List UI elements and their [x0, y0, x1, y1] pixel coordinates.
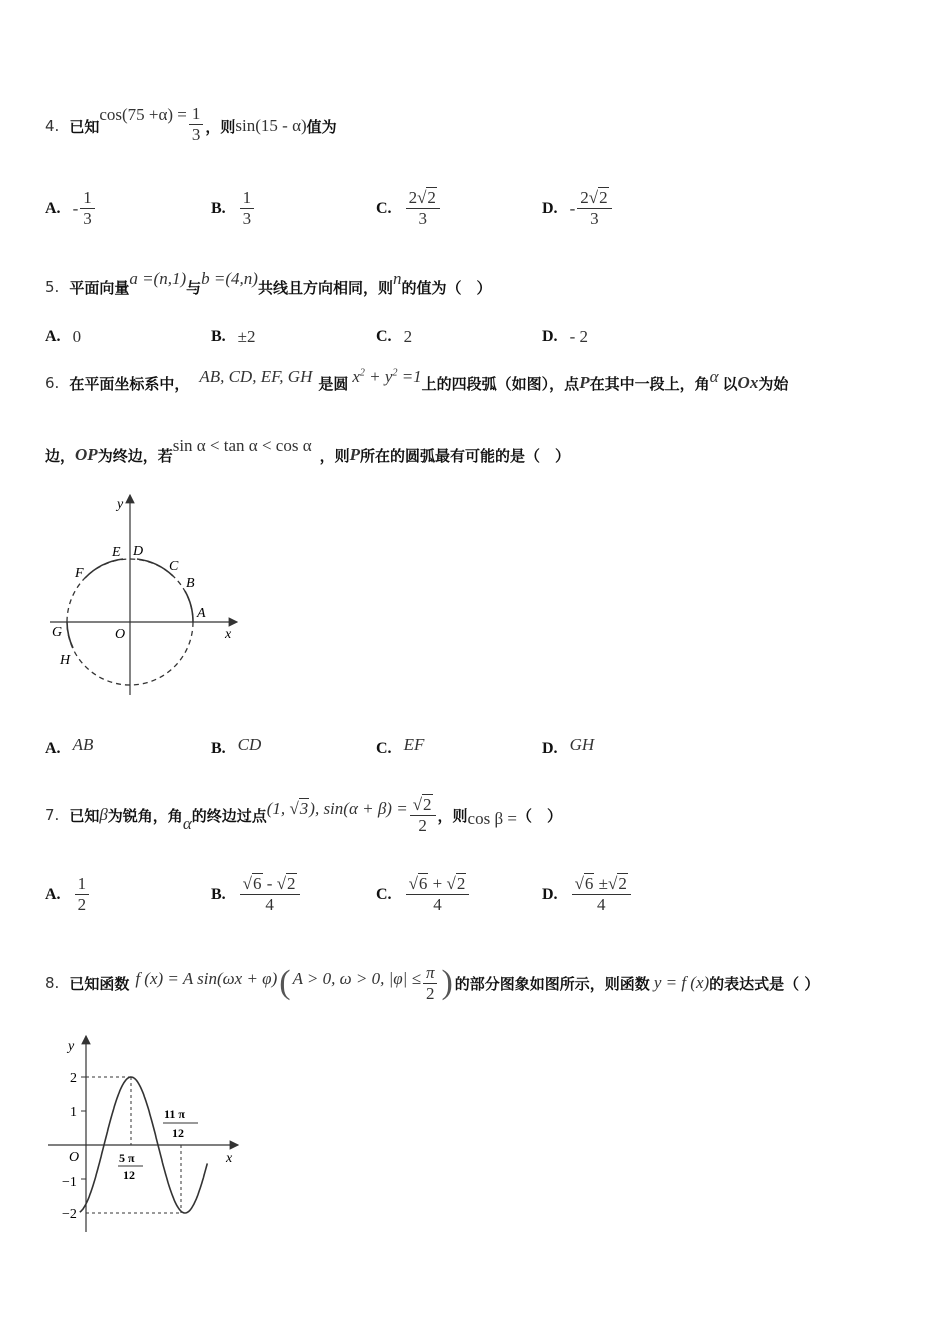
- coef: 2: [580, 188, 589, 207]
- q4-fraction: [189, 104, 204, 145]
- option-label: B.: [211, 740, 226, 757]
- coef: 2: [408, 188, 418, 207]
- q4-option-b[interactable]: [211, 188, 256, 229]
- option-label: D.: [542, 199, 558, 217]
- label-y: y: [117, 497, 124, 512]
- option-label: A.: [45, 199, 61, 217]
- q6-text-1: 在平面坐标系中，: [69, 374, 190, 393]
- q6-stem-line2: [45, 436, 571, 470]
- q4-text-3: 值为: [306, 117, 337, 136]
- q5-var-n: n: [392, 269, 402, 288]
- option-label: C.: [376, 199, 392, 217]
- option-label: D.: [542, 328, 558, 345]
- label-x: x: [226, 1151, 233, 1166]
- q7-alpha: α: [182, 814, 192, 833]
- q8-conditions: A > 0, ω > 0, |φ| ≤: [292, 969, 421, 988]
- radicand-1: 6: [418, 874, 428, 893]
- option-label: C.: [376, 885, 392, 903]
- q6-inequality: sin α < tan α < cos α: [172, 436, 312, 455]
- q8-stem: [45, 958, 819, 1008]
- q6-option-b[interactable]: [211, 735, 262, 758]
- tick-label-m1: −1: [62, 1175, 77, 1190]
- operator: +: [428, 874, 447, 893]
- den: 3: [418, 209, 427, 228]
- q7-text-3: 的终边过点: [191, 806, 267, 825]
- label-o: O: [115, 627, 126, 642]
- q6-text-6: 为始: [758, 374, 789, 393]
- q6-number: 6.: [45, 374, 60, 392]
- eq-one: =1: [397, 367, 422, 386]
- q7-option-c[interactable]: [376, 874, 471, 915]
- option-value: 0: [72, 327, 82, 346]
- num: 1: [80, 188, 95, 209]
- q4-stem: [45, 104, 337, 148]
- num: 1: [75, 874, 90, 895]
- q7-text-5: （ ）: [516, 806, 562, 825]
- den: 3: [590, 209, 599, 228]
- operator: -: [262, 874, 277, 893]
- option-label: C.: [376, 740, 392, 757]
- label-e: E: [112, 545, 121, 560]
- q7-option-b[interactable]: [211, 874, 302, 915]
- q6-option-a[interactable]: [45, 735, 94, 758]
- q6-option-c[interactable]: [376, 735, 425, 758]
- q6-circle-eq: [352, 367, 421, 387]
- point-open: (1,: [266, 799, 290, 818]
- q7-text-2: 为锐角，角: [107, 806, 183, 825]
- num: √6 + √2: [406, 874, 470, 895]
- q4-frac-num: 1: [189, 104, 204, 125]
- q5-text-1: 平面向量: [69, 278, 130, 297]
- q4-math-cos: cos(75 +α) =: [99, 105, 187, 124]
- q7-stem: [45, 790, 562, 840]
- q4-option-a[interactable]: [45, 188, 97, 229]
- label-d: D: [133, 544, 144, 559]
- radicand-2: 2: [287, 874, 296, 893]
- q6-line2-a: 边，: [45, 446, 76, 465]
- den: 2: [425, 983, 435, 1003]
- q4-option-c[interactable]: [376, 188, 442, 229]
- option-label: D.: [542, 740, 558, 757]
- label-12a: 12: [123, 1168, 135, 1182]
- q6-line2-d: 所在的圆弧最有可能的是（ ）: [360, 446, 571, 465]
- option-value: GH: [569, 735, 595, 754]
- q5-option-d[interactable]: [542, 327, 588, 347]
- q8-fraction: [423, 963, 438, 1004]
- label-g: G: [52, 625, 63, 640]
- q6-line2-b: 为终边，若: [97, 446, 173, 465]
- sign: -: [72, 198, 79, 218]
- q4-number: 4.: [45, 117, 60, 135]
- q5-stem: [45, 269, 492, 302]
- q6-text-2: 是圆: [318, 374, 349, 393]
- radicand: 3: [299, 799, 309, 818]
- radicand: 2: [423, 794, 432, 814]
- q8-y-fx: y = f (x): [653, 973, 710, 992]
- fraction: [406, 188, 440, 229]
- radicand-2: 2: [456, 874, 466, 893]
- q7-option-a[interactable]: [45, 874, 91, 915]
- q5-vector-b: b =(4,n): [201, 269, 258, 288]
- den: 3: [83, 209, 92, 228]
- q6-op: OP: [75, 445, 98, 464]
- q7-fraction: [410, 795, 436, 836]
- fraction: [75, 874, 90, 915]
- num: 2√2: [577, 188, 611, 209]
- q6-stem-line1: [45, 368, 788, 398]
- q8-paren-open: (: [279, 964, 291, 1001]
- q6-p2: P: [349, 445, 361, 464]
- num: 2√2: [406, 188, 440, 209]
- q6-text-5: 以: [722, 374, 738, 393]
- option-label: A.: [45, 328, 61, 345]
- den: 3: [242, 209, 252, 228]
- q7-text-4: ，则: [437, 806, 468, 825]
- option-label: B.: [211, 885, 226, 903]
- q8-number: 8.: [45, 974, 60, 992]
- q5-text-4: 的值为（ ）: [401, 278, 492, 297]
- q5-vector-a: a =(n,1): [129, 269, 187, 288]
- radicand: 2: [427, 188, 436, 207]
- option-label: A.: [45, 885, 61, 903]
- fraction: [572, 874, 631, 915]
- num: π: [423, 963, 438, 984]
- q5-number: 5.: [45, 278, 60, 296]
- q4-math-sin: sin(15 - α): [235, 116, 307, 135]
- label-f: F: [75, 566, 84, 581]
- q7-point-sin: (1, √3), sin(α + β) =: [266, 799, 408, 818]
- fraction: [406, 874, 470, 915]
- tick-label-m2: −2: [62, 1207, 77, 1222]
- option-label: C.: [376, 328, 392, 345]
- label-x: x: [225, 627, 232, 642]
- den: 4: [596, 895, 606, 914]
- option-label: D.: [542, 885, 558, 903]
- arc-cd: [137, 559, 173, 576]
- label-12b: 12: [172, 1126, 184, 1140]
- q8-paren-close: ): [441, 964, 453, 1001]
- option-value: AB: [72, 735, 94, 754]
- q6-text-4: 在其中一段上，角: [589, 374, 710, 393]
- q5-option-c[interactable]: [376, 327, 412, 347]
- q5-option-a[interactable]: [45, 327, 81, 347]
- den: 4: [433, 895, 442, 914]
- den: 4: [265, 895, 274, 914]
- radicand-2: 2: [618, 874, 627, 893]
- q4-text-2: ，则: [205, 117, 236, 136]
- option-value: ±2: [237, 327, 256, 346]
- q6-option-d[interactable]: [542, 735, 595, 758]
- q6-text-3: 上的四段弧（如图），点: [421, 374, 580, 393]
- label-c: C: [169, 559, 179, 574]
- fraction: [240, 874, 300, 915]
- option-label: B.: [211, 199, 226, 217]
- option-label: A.: [45, 740, 61, 757]
- fraction: [577, 188, 611, 229]
- q5-option-b[interactable]: [211, 327, 256, 347]
- q8-sine-figure: [40, 1030, 250, 1235]
- num: √2: [410, 795, 436, 816]
- option-value: CD: [237, 735, 262, 754]
- label-h: H: [60, 653, 71, 668]
- x-var: x: [352, 367, 360, 386]
- label-11pi: 11 π: [164, 1107, 185, 1121]
- num: √6 - √2: [240, 874, 300, 895]
- sign: -: [569, 198, 576, 218]
- q7-option-d[interactable]: [542, 874, 633, 915]
- radicand: 2: [599, 188, 608, 207]
- sup: 2: [392, 367, 398, 379]
- point-sin: ), sin(α + β) =: [309, 799, 408, 818]
- label-y: y: [68, 1039, 75, 1054]
- q6-p: P: [579, 373, 590, 392]
- q6-alpha: α: [709, 367, 719, 386]
- arc-ef: [85, 559, 123, 578]
- radicand-1: 6: [253, 874, 262, 893]
- q7-cos-beta: cos β =: [467, 809, 517, 828]
- q7-text-1: 已知: [69, 806, 100, 825]
- label-5pi: 5 π: [119, 1151, 135, 1165]
- den: 2: [418, 815, 427, 835]
- q8-text-3: 的表达式是（ ）: [709, 974, 820, 993]
- radicand-1: 6: [584, 874, 594, 893]
- q8-text-2: 的部分图象如图所示，则函数: [454, 974, 650, 993]
- option-value: EF: [403, 735, 425, 754]
- q5-text-3: 共线且方向相同，则: [257, 278, 393, 297]
- q4-frac-den: 3: [191, 124, 201, 144]
- option-value: - 2: [569, 327, 588, 346]
- option-label: B.: [211, 328, 226, 345]
- q7-number: 7.: [45, 806, 60, 824]
- q8-text-1: 已知函数: [69, 974, 130, 993]
- num: 1: [240, 188, 255, 209]
- fraction: [240, 188, 255, 229]
- y-var: + y: [364, 367, 393, 386]
- label-a: A: [197, 606, 206, 621]
- num: √6 ±√2: [572, 874, 631, 895]
- q6-circle-figure: [45, 490, 245, 700]
- tick-label-1: 1: [70, 1105, 77, 1120]
- arc-gh: [67, 622, 73, 648]
- operator: ±: [594, 874, 608, 893]
- option-value: 2: [403, 327, 413, 346]
- q7-beta: β: [99, 805, 108, 824]
- q8-function: f (x) = A sin(ωx + φ): [135, 969, 278, 988]
- sup: 2: [359, 367, 365, 379]
- fraction: [80, 188, 95, 229]
- q4-option-d[interactable]: [542, 188, 614, 229]
- label-b: B: [186, 576, 195, 591]
- label-o: O: [69, 1150, 80, 1165]
- q6-ox: Ox: [737, 373, 759, 392]
- q5-text-2: 与: [186, 278, 202, 297]
- tick-label-2: 2: [70, 1071, 77, 1086]
- q4-text-1: 已知: [69, 117, 100, 136]
- arc-ab: [185, 591, 193, 622]
- q6-arcs: AB, CD, EF, GH: [199, 367, 313, 386]
- den: 2: [77, 895, 87, 914]
- q6-line2-c: ，则: [319, 446, 350, 465]
